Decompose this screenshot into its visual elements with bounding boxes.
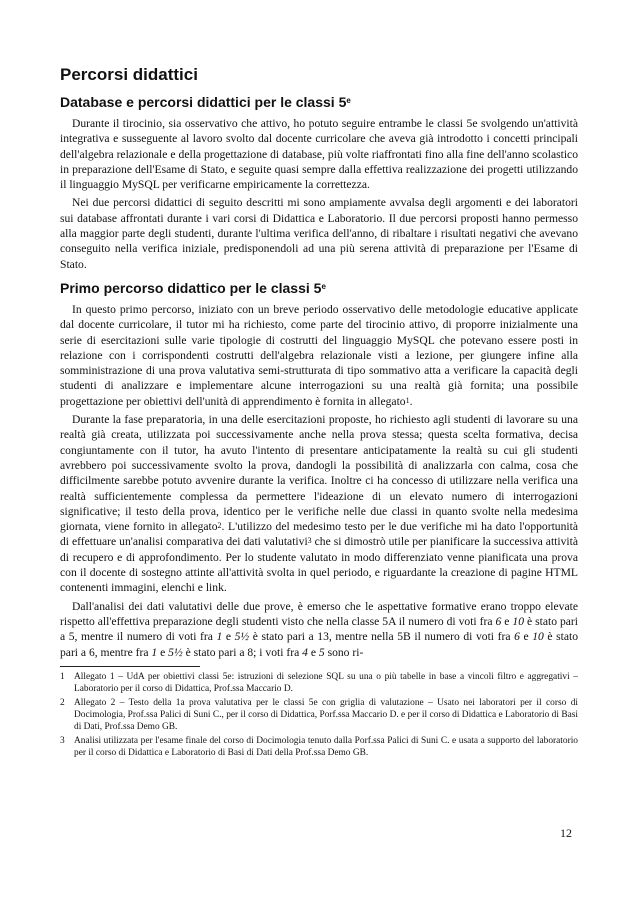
paragraph-3: In questo primo percorso, iniziato con un breve periodo osservativo delle metodologie educative applicate dal docente curricolare, il tutor mi ha richiesto, come parte del tirocinio attivo, di proporre inizialmente una serie di esercitazioni sulle varie tipologie di costrutti del linguaggio MySQL che potevano essere posti in relazione con i corrispondenti costrutti dell'algebra relazionale visti a lezione, per giungere infine alla somministrazione di una prova valutativa semi-strutturata di tipo sommativo atta a verificare la capacità degli studenti di analizzare e implementare alcune interrogazioni su una realtà già fornita; una possibile progettazione per obiettivi dell'unità di apprendimento è fornita in allegato$^1$. [60,302,578,408]
paragraph-text: sono ri- [324,645,364,659]
footnote-text: Allegato 2 – Testo della 1a prova valutativa per le classi 5e con griglia di valutazione – Usato nei laboratori per il corso di Docimologia, Prof.ssa Palici di Suni C., per il corso di Didattica, Porf.ssa Maccario D. e per il corso di Didattica e Laboratorio di Basi di Dati, Prof.ssa Demo GB. [74,697,578,733]
footnote-text: Analisi utilizzata per l'esame finale del corso di Docimologia tenuto dalla Porf.ssa Palici di Suni C. e usata a supporto del laboratorio per il corso di Didattica e Laboratorio di Basi di Dati della Prof.ssa Demo GB. [74,735,578,759]
paragraph-text: In questo primo percorso, iniziato con un breve periodo osservativo delle metodologie educative applicate dal docente curricolare, il tutor mi ha richiesto, come parte del tirocinio attivo, di proporre inizialmente una serie di esercitazioni sulle varie tipologie di costrutti del linguaggio MySQL che potevano essere posti in relazione con i corrispondenti costrutti dell'algebra relazionale visti a lezione, per giungere infine alla somministrazione di una prova valutativa semi-strutturata di tipo sommativo atta a verificare la capacità degli studenti di analizzare e implementare alcune interrogazioni su una realtà già fornita; una possibile progettazione per obiettivi dell'unità di apprendimento è fornita in allegato [60,302,578,408]
paragraph-text: che si dimostrò utile per pianificare la successiva attività di recupero e di approfondimento. Per lo studente valutato in modo differenziato venne pianificata una prova con il docente di sostegno attinte all'attività svolta in quel periodo, e riguardante la creazione di pagine HTML contenenti immagini, elenchi e link. [60,535,578,595]
paragraph-text: Dall'analisi dei dati valutativi delle due prove, è emerso che le aspettative formative erano troppo elevate rispetto all'effettiva preparazione degli studenti visto che nella classe 5A il numero di voti fra [60,599,578,628]
footnote-text: Allegato 1 – UdA per obiettivi classi 5e: istruzioni di selezione SQL su una o più tabelle in base a vincoli filtro e aggregativi – Laboratorio per il corso di Didattica, Prof.ssa Maccario D. [74,671,578,695]
grade-value: 6 [495,614,502,628]
paragraph-text: . L'utilizzo del medesimo testo per le due verifiche mi ha dato l'opportunità di effettuare un'analisi comparativa dei dati valutativi [60,520,578,549]
section-heading-text: Primo percorso didattico per le classi 5 [60,279,322,296]
section-heading-database [60,92,578,112]
paragraph-text: è stato pari a 13, mentre nella 5B il numero di voti fra [249,630,515,644]
footnote-ref-1[interactable]: 1 [405,395,410,405]
grade-value: 5 [318,645,325,659]
paragraph-text: e [157,645,169,659]
paragraph-text: e [222,630,235,644]
page-title: Percorsi didattici [60,65,198,84]
section-heading-text: Database e percorsi didattici per le classi 5 [60,94,347,110]
footnote-number: 2 [60,697,65,708]
superscript: e [321,281,326,291]
paragraph-text: e [519,630,533,644]
paragraph-2: Nei due percorsi didattici di seguito descritti mi sono ampiamente avvalsa degli argomenti e dei laboratori sui database affrontati durante i vari corsi di Didattica e Laboratorio. Il due percorsi proposti hanno permesso alla maggior parte degli studenti, durante l'ultima verifica dell'anno, di ribaltare i risultati negativi che avevano conseguito nella verifica iniziale, predisponendoli ad una più serena attività di preparazione per l'Esame di Stato. [60,196,578,271]
footnote-ref-2[interactable]: 2 [217,521,222,531]
grade-value: 5½ [168,645,183,659]
grade-value: 6 [514,630,520,644]
footnote-3 [60,735,578,760]
paragraph-4 [60,412,578,596]
grade-value: 1 [151,645,158,659]
footnote-divider [60,666,200,667]
grade-value: 1 [216,630,223,644]
paragraph-5 [60,599,578,660]
grade-value: 4 [302,645,308,659]
grade-value: 10 [532,630,544,644]
superscript: e [346,96,351,105]
footnote-1 [60,671,578,696]
footnote-ref-3[interactable]: 3 [307,536,312,546]
paragraph-text: e [501,614,513,628]
paragraph-text: e [307,645,319,659]
paragraph-1: Durante il tirocinio, sia osservativo che attivo, ho potuto seguire entrambe le classi 5e svolgendo un'attività integrativa e susseguente al lavoro svolto dal docente curricolare che aveva già introdotto i concetti principali dell'algebra relazionale e della progettazione di database, più volte riaffrontati fino alla fine dell'anno scolastico in preparazione dell'Esame di Stato, e seguite quasi sempre dalla effettiva realizzazione dei progetti utilizzando il linguaggio MySQL per verificarne empiricamente la correttezza. [60,117,578,192]
footnote-number: 3 [60,735,65,746]
footnote-number: 1 [60,671,65,682]
paragraph-text: è stato pari a 8; i voti fra [182,645,303,659]
section-heading-primo-percorso [60,278,578,298]
grade-value: 5½ [234,630,250,644]
paragraph-text: è stato pari a 6, mentre fra [60,630,578,659]
document-page [60,64,578,761]
paragraph-text: è stato pari a 5, mentre il numero di voti fra [60,614,578,644]
footnote-2 [60,697,578,734]
page-number: 12 [560,826,572,840]
grade-value: 10 [512,614,524,628]
paragraph-text: Durante la fase preparatoria, in una delle esercitazioni proposte, ho richiesto agli studenti di lavorare su una realtà già creata, utilizzata poi successivamente anche nella prova stessa; questa scelta formativa, decisa congiuntamente con il tutor, ha avuto l'intento di presentare anticipatamente la realtà su cui gli studenti avrebbero poi successivamente svolto la prova, dandogli la possibilità di analizzarla con calma, cosa che difficilmente sarebbe potuto avvenire durante la verifica. Inoltre ci ha concesso di utilizzare nella verifica una realtà sufficientemente complessa da permettere l'ideazione di un elevato numero di interrogazioni significative; il testo della prova, identico per le verifiche nelle due classi in quanto svolte nella medesima giornata, viene fornito in allegato [60,413,578,534]
